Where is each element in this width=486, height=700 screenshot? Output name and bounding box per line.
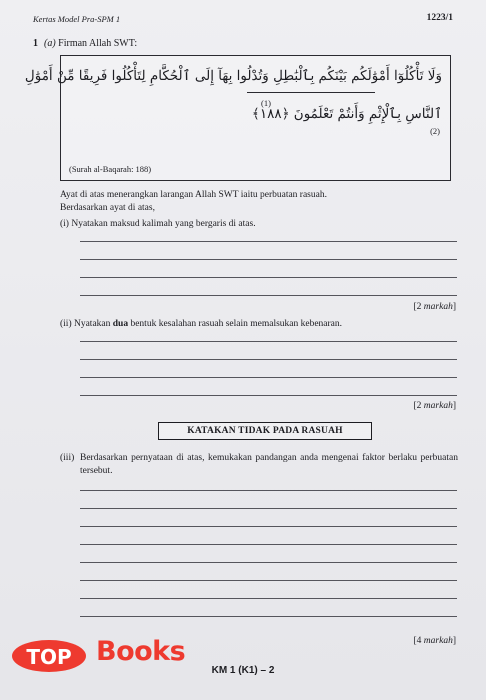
answer-line[interactable] (80, 341, 457, 342)
answer-line[interactable] (80, 359, 457, 360)
question-prompt: Firman Allah SWT: (58, 38, 138, 49)
subquestion-iii-number: (iii) (60, 453, 75, 463)
question-part: (a) (44, 38, 56, 49)
answer-line[interactable] (80, 562, 457, 563)
logo-top-text: TOP (26, 645, 72, 669)
answer-line[interactable] (80, 526, 457, 527)
question-heading (33, 38, 137, 49)
answer-line[interactable] (80, 580, 457, 581)
marks-label-ii: [2 markah] (413, 401, 456, 411)
verse-source: (Surah al-Baqarah: 188) (69, 164, 152, 174)
answer-line[interactable] (80, 616, 457, 617)
answer-line[interactable] (80, 295, 457, 296)
answer-line[interactable] (80, 377, 457, 378)
answer-line[interactable] (80, 490, 457, 491)
paper-title: Kertas Model Pra-SPM 1 (33, 14, 121, 24)
underline-label-2: (2) (430, 126, 440, 136)
marks-label-i: [2 markah] (413, 302, 456, 312)
answer-line[interactable] (80, 277, 457, 278)
subquestion-ii: (ii) Nyatakan dua bentuk kesalahan rasuah selain memalsukan kebenaran. (60, 319, 343, 329)
answer-line[interactable] (80, 241, 457, 242)
intro-instruction: Berdasarkan ayat di atas, (60, 203, 155, 213)
answer-line[interactable] (80, 544, 457, 545)
slogan-banner: KATAKAN TIDAK PADA RASUAH (158, 422, 372, 440)
underlined-phrase-marker (247, 92, 375, 93)
question-number: 1 (33, 38, 38, 49)
subquestion-iii (60, 452, 458, 478)
arabic-verse-line-2: ٱلنَّاسِ بِٱلْإِثْمِ وَأَنتُمْ تَعْلَمُونَ ﴿١٨٨﴾ (251, 106, 442, 122)
page-footer-code: KM 1 (K1) – 2 (211, 665, 275, 676)
intro-sentence: Ayat di atas menerangkan larangan Allah SWT iaitu perbuatan rasuah. (60, 190, 327, 200)
quran-quote-box (24, 55, 451, 181)
subquestion-iii-text: Berdasarkan pernyataan di atas, kemukakan pandangan anda mengenai faktor berlaku perbuatan tersebut. (80, 453, 458, 476)
arabic-verse-line-1: وَلَا تَأْكُلُوٓا أَمْوَٰلَكُم بَيْنَكُم بِٱلْبَٰطِلِ وَتُدْلُوا بِهَآ إِلَى ٱلْحُكَّامِ لِتَأْكُلُوا فَرِيقًا مِّنْ أَمْوَٰلِ (24, 68, 442, 84)
marks-label-iii: [4 markah] (413, 636, 456, 646)
answer-line[interactable] (80, 508, 457, 509)
answer-line[interactable] (80, 598, 457, 599)
subquestion-i: (i) Nyatakan maksud kalimah yang bergaris di atas. (60, 219, 256, 229)
answer-line[interactable] (80, 395, 457, 396)
top-logo-icon (10, 634, 88, 674)
logo-books-text: Books (96, 636, 186, 667)
answer-line[interactable] (80, 259, 457, 260)
underline-label-1: (1) (261, 98, 271, 108)
paper-code: 1223/1 (426, 13, 453, 23)
